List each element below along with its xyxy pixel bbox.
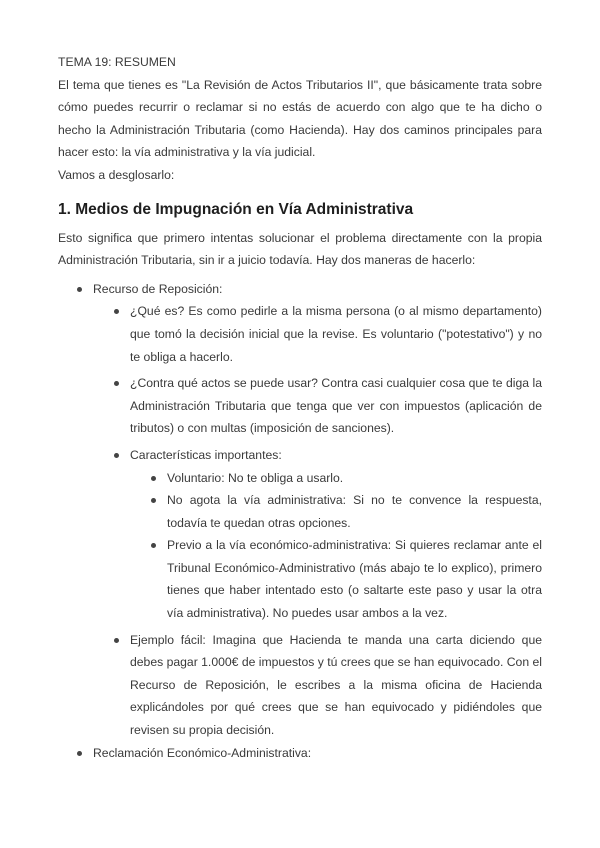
- recurso-sublist: [130, 300, 542, 741]
- bullet-icon: [151, 543, 156, 548]
- bullet-icon: [151, 476, 156, 481]
- bullet-icon: [151, 498, 156, 503]
- document-page: [58, 51, 542, 764]
- list-item-label: Recurso de Reposición:: [93, 281, 223, 296]
- bullet-icon: [77, 287, 82, 292]
- list-item-text: Ejemplo fácil: Imagina que Hacienda te manda una carta diciendo que debes pagar 1.000€ de impuestos y tú crees que se han equivocado. Con el Recurso de Reposición, le escribes a la misma oficina de Hacienda explicándoles por qué crees que se han equivocado y pidiéndoles que revisen su propia decisión.: [130, 632, 542, 738]
- list-item-text: Previo a la vía económico-administrativa: Si quieres reclamar ante el Tribunal Económico-Administrativo (más abajo te lo explico), primero tienes que haber intentado esto (o saltarte este paso y usar la otra vía administrativa). No puedes usar ambos a la vez.: [167, 538, 542, 621]
- list-item-que-es: [130, 300, 542, 368]
- list-item-recurso-reposicion: [93, 278, 542, 742]
- lead-paragraph: Vamos a desglosarlo:: [58, 167, 175, 182]
- features-sublist: [167, 467, 542, 625]
- section-heading: 1. Medios de Impugnación en Vía Administrativa: [58, 200, 414, 218]
- list-item-previo: [167, 534, 542, 624]
- list-item-no-agota: [167, 489, 542, 534]
- list-item-voluntario: [167, 467, 542, 490]
- bullet-icon: [114, 638, 119, 643]
- bullet-icon: [114, 453, 119, 458]
- list-item-ejemplo: [130, 629, 542, 742]
- list-item-reclamacion: [93, 742, 542, 765]
- section-paragraph: Esto significa que primero intentas solucionar el problema directamente con la propia Administración Tributaria, sin ir a juicio todavía. Hay dos maneras de hacerlo:: [58, 230, 542, 268]
- intro-paragraph: El tema que tienes es "La Revisión de Actos Tributarios II", que básicamente trata sobre cómo puedes recurrir o reclamar si no estás de acuerdo con algo que te ha dicho o hecho la Administración Tributaria (como Hacienda). Hay dos caminos principales para hacer esto: la vía administrativa y la vía judicial.: [58, 77, 542, 160]
- list-item-caracteristicas: [130, 444, 542, 625]
- bullet-icon: [114, 381, 119, 386]
- impugnation-list: [93, 278, 542, 764]
- document-title: TEMA 19: RESUMEN: [58, 55, 176, 69]
- bullet-icon: [77, 751, 82, 756]
- list-item-text: ¿Qué es? Es como pedirle a la misma persona (o al mismo departamento) que tomó la decisión inicial que la revise. Es voluntario ("potestativo") y no te obliga a hacerlo.: [130, 304, 542, 364]
- list-item-text: Características importantes:: [130, 447, 282, 462]
- bullet-icon: [114, 309, 119, 314]
- list-item-text: No agota la vía administrativa: Si no te convence la respuesta, todavía te quedan otras opciones.: [167, 493, 542, 530]
- list-item-contra-que-actos: [130, 372, 542, 440]
- list-item-label: Reclamación Económico-Administrativa:: [93, 745, 312, 760]
- list-item-text: ¿Contra qué actos se puede usar? Contra casi cualquier cosa que te diga la Administración Tributaria que tenga que ver con impuestos (aplicación de tributos) o con multas (imposición de sanciones).: [130, 376, 542, 436]
- list-item-text: Voluntario: No te obliga a usarlo.: [167, 470, 344, 485]
